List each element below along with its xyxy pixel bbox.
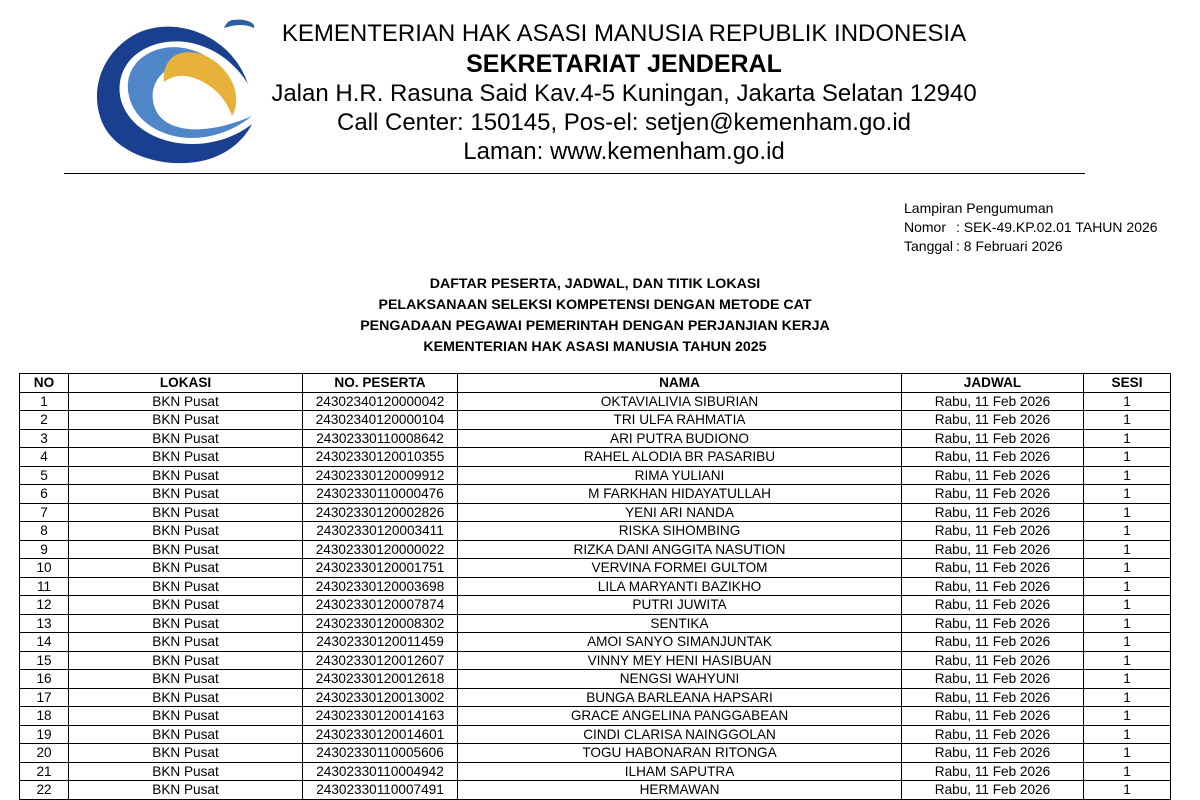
table-header-row <box>20 374 1171 393</box>
document-title <box>0 274 1190 358</box>
ministry-logo <box>82 14 260 164</box>
cell-no: 8 <box>20 522 69 541</box>
cell-nama: TOGU HABONARAN RITONGA <box>458 744 902 763</box>
cell-sesi: 1 <box>1084 725 1171 744</box>
cell-jadwal: Rabu, 11 Feb 2026 <box>902 503 1084 522</box>
cell-lokasi: BKN Pusat <box>69 707 303 726</box>
cell-jadwal: Rabu, 11 Feb 2026 <box>902 670 1084 689</box>
cell-no-peserta: 24302330120010355 <box>303 448 458 467</box>
cell-nama: ARI PUTRA BUDIONO <box>458 429 902 448</box>
cell-no: 17 <box>20 688 69 707</box>
cell-sesi: 1 <box>1084 429 1171 448</box>
cell-no-peserta: 24302340120000104 <box>303 411 458 430</box>
cell-nama: CINDI CLARISA NAINGGOLAN <box>458 725 902 744</box>
cell-no-peserta: 24302330120000022 <box>303 540 458 559</box>
cell-lokasi: BKN Pusat <box>69 762 303 781</box>
cell-lokasi: BKN Pusat <box>69 448 303 467</box>
letterhead-divider <box>64 173 1085 174</box>
cell-sesi: 1 <box>1084 707 1171 726</box>
website: Laman: www.kemenham.go.id <box>463 138 785 165</box>
cell-sesi: 1 <box>1084 688 1171 707</box>
table-row <box>20 522 1171 541</box>
date-value: : 8 Februari 2026 <box>956 238 1063 254</box>
cell-nama: BUNGA BARLEANA HAPSARI <box>458 688 902 707</box>
table-row <box>20 392 1171 411</box>
table-row <box>20 503 1171 522</box>
table-row <box>20 633 1171 652</box>
cell-jadwal: Rabu, 11 Feb 2026 <box>902 466 1084 485</box>
cell-lokasi: BKN Pusat <box>69 485 303 504</box>
table-row <box>20 670 1171 689</box>
cell-lokasi: BKN Pusat <box>69 688 303 707</box>
date-label: Tanggal <box>904 238 954 254</box>
table-body <box>20 392 1171 799</box>
cell-no: 11 <box>20 577 69 596</box>
secretariat-name: SEKRETARIAT JENDERAL <box>466 50 782 78</box>
cell-sesi: 1 <box>1084 596 1171 615</box>
table-row <box>20 651 1171 670</box>
cell-jadwal: Rabu, 11 Feb 2026 <box>902 485 1084 504</box>
cell-no: 15 <box>20 651 69 670</box>
title-line: KEMENTERIAN HAK ASASI MANUSIA TAHUN 2025 <box>423 339 767 355</box>
ministry-logo-icon <box>82 14 260 164</box>
cell-jadwal: Rabu, 11 Feb 2026 <box>902 688 1084 707</box>
cell-sesi: 1 <box>1084 540 1171 559</box>
cell-sesi: 1 <box>1084 633 1171 652</box>
cell-no: 4 <box>20 448 69 467</box>
cell-no: 9 <box>20 540 69 559</box>
cell-lokasi: BKN Pusat <box>69 596 303 615</box>
cell-sesi: 1 <box>1084 448 1171 467</box>
cell-nama: ILHAM SAPUTRA <box>458 762 902 781</box>
cell-lokasi: BKN Pusat <box>69 614 303 633</box>
cell-sesi: 1 <box>1084 744 1171 763</box>
cell-lokasi: BKN Pusat <box>69 670 303 689</box>
cell-lokasi: BKN Pusat <box>69 651 303 670</box>
cell-jadwal: Rabu, 11 Feb 2026 <box>902 781 1084 800</box>
cell-nama: RISKA SIHOMBING <box>458 522 902 541</box>
column-header-sesi: SESI <box>1084 374 1171 393</box>
cell-lokasi: BKN Pusat <box>69 522 303 541</box>
contact-info: Call Center: 150145, Pos-el: setjen@kemenham.go.id <box>336 109 911 136</box>
cell-nama: OKTAVIALIVIA SIBURIAN <box>458 392 902 411</box>
column-header-jadwal: JADWAL <box>902 374 1084 393</box>
cell-lokasi: BKN Pusat <box>69 392 303 411</box>
cell-jadwal: Rabu, 11 Feb 2026 <box>902 725 1084 744</box>
cell-no-peserta: 24302330120003698 <box>303 577 458 596</box>
cell-no-peserta: 24302330120011459 <box>303 633 458 652</box>
cell-nama: PUTRI JUWITA <box>458 596 902 615</box>
cell-no-peserta: 24302330120008302 <box>303 614 458 633</box>
cell-no-peserta: 24302330120014601 <box>303 725 458 744</box>
cell-jadwal: Rabu, 11 Feb 2026 <box>902 540 1084 559</box>
cell-nama: VINNY MEY HENI HASIBUAN <box>458 651 902 670</box>
table-row <box>20 448 1171 467</box>
cell-nama: RAHEL ALODIA BR PASARIBU <box>458 448 902 467</box>
cell-nama: VERVINA FORMEI GULTOM <box>458 559 902 578</box>
cell-no-peserta: 24302330110008642 <box>303 429 458 448</box>
table-row <box>20 577 1171 596</box>
table-row <box>20 614 1171 633</box>
cell-nama: RIZKA DANI ANGGITA NASUTION <box>458 540 902 559</box>
table-row <box>20 411 1171 430</box>
table-row <box>20 596 1171 615</box>
cell-lokasi: BKN Pusat <box>69 725 303 744</box>
cell-jadwal: Rabu, 11 Feb 2026 <box>902 392 1084 411</box>
table-row <box>20 540 1171 559</box>
cell-sesi: 1 <box>1084 559 1171 578</box>
cell-lokasi: BKN Pusat <box>69 559 303 578</box>
cell-nama: YENI ARI NANDA <box>458 503 902 522</box>
table-row <box>20 762 1171 781</box>
cell-jadwal: Rabu, 11 Feb 2026 <box>902 429 1084 448</box>
cell-jadwal: Rabu, 11 Feb 2026 <box>902 633 1084 652</box>
cell-sesi: 1 <box>1084 651 1171 670</box>
title-line: PELAKSANAAN SELEKSI KOMPETENSI DENGAN METODE CAT <box>378 297 812 313</box>
cell-sesi: 1 <box>1084 577 1171 596</box>
cell-no-peserta: 24302330120007874 <box>303 596 458 615</box>
cell-no: 22 <box>20 781 69 800</box>
address: Jalan H.R. Rasuna Said Kav.4-5 Kuningan, Jakarta Selatan 12940 <box>271 80 977 107</box>
cell-lokasi: BKN Pusat <box>69 577 303 596</box>
cell-jadwal: Rabu, 11 Feb 2026 <box>902 614 1084 633</box>
attachment-date <box>904 237 1158 256</box>
cell-sesi: 1 <box>1084 670 1171 689</box>
cell-no-peserta: 24302330110007491 <box>303 781 458 800</box>
cell-no-peserta: 24302330110000476 <box>303 485 458 504</box>
number-label: Nomor <box>904 219 947 235</box>
cell-no: 2 <box>20 411 69 430</box>
cell-no-peserta: 24302330120009912 <box>303 466 458 485</box>
cell-no-peserta: 24302330110004942 <box>303 762 458 781</box>
cell-no: 6 <box>20 485 69 504</box>
title-line: DAFTAR PESERTA, JADWAL, DAN TITIK LOKASI <box>429 276 761 292</box>
cell-lokasi: BKN Pusat <box>69 466 303 485</box>
cell-no: 10 <box>20 559 69 578</box>
cell-lokasi: BKN Pusat <box>69 540 303 559</box>
cell-jadwal: Rabu, 11 Feb 2026 <box>902 596 1084 615</box>
cell-lokasi: BKN Pusat <box>69 429 303 448</box>
number-value: : SEK-49.KP.02.01 TAHUN 2026 <box>956 219 1158 235</box>
cell-lokasi: BKN Pusat <box>69 781 303 800</box>
letterhead <box>258 18 990 166</box>
cell-jadwal: Rabu, 11 Feb 2026 <box>902 744 1084 763</box>
cell-no-peserta: 24302330120013002 <box>303 688 458 707</box>
cell-sesi: 1 <box>1084 485 1171 504</box>
table-row <box>20 744 1171 763</box>
cell-no: 20 <box>20 744 69 763</box>
column-header-nama: NAMA <box>458 374 902 393</box>
organization-name: KEMENTERIAN HAK ASASI MANUSIA REPUBLIK INDONESIA <box>281 20 967 47</box>
cell-sesi: 1 <box>1084 466 1171 485</box>
attachment-title: Lampiran Pengumuman <box>904 200 1054 216</box>
participant-table <box>19 373 1171 800</box>
cell-jadwal: Rabu, 11 Feb 2026 <box>902 577 1084 596</box>
attachment-info <box>904 199 1158 256</box>
cell-nama: LILA MARYANTI BAZIKHO <box>458 577 902 596</box>
column-header-no: NO <box>20 374 69 393</box>
column-header-lokasi: LOKASI <box>69 374 303 393</box>
cell-jadwal: Rabu, 11 Feb 2026 <box>902 522 1084 541</box>
cell-nama: NENGSI WAHYUNI <box>458 670 902 689</box>
cell-jadwal: Rabu, 11 Feb 2026 <box>902 651 1084 670</box>
cell-lokasi: BKN Pusat <box>69 744 303 763</box>
cell-jadwal: Rabu, 11 Feb 2026 <box>902 559 1084 578</box>
table-row <box>20 707 1171 726</box>
table-row <box>20 429 1171 448</box>
title-line: PENGADAAN PEGAWAI PEMERINTAH DENGAN PERJANJIAN KERJA <box>360 318 830 334</box>
cell-nama: AMOI SANYO SIMANJUNTAK <box>458 633 902 652</box>
cell-no: 3 <box>20 429 69 448</box>
cell-jadwal: Rabu, 11 Feb 2026 <box>902 707 1084 726</box>
cell-jadwal: Rabu, 11 Feb 2026 <box>902 448 1084 467</box>
table-row <box>20 781 1171 800</box>
cell-no-peserta: 24302330110005606 <box>303 744 458 763</box>
cell-no: 13 <box>20 614 69 633</box>
table-row <box>20 688 1171 707</box>
cell-no: 5 <box>20 466 69 485</box>
cell-no: 12 <box>20 596 69 615</box>
cell-nama: TRI ULFA RAHMATIA <box>458 411 902 430</box>
cell-no-peserta: 24302330120012607 <box>303 651 458 670</box>
cell-no: 7 <box>20 503 69 522</box>
cell-no: 21 <box>20 762 69 781</box>
cell-nama: SENTIKA <box>458 614 902 633</box>
cell-no-peserta: 24302340120000042 <box>303 392 458 411</box>
cell-sesi: 1 <box>1084 762 1171 781</box>
table-row <box>20 725 1171 744</box>
cell-no: 18 <box>20 707 69 726</box>
cell-nama: HERMAWAN <box>458 781 902 800</box>
cell-nama: M FARKHAN HIDAYATULLAH <box>458 485 902 504</box>
cell-no-peserta: 24302330120002826 <box>303 503 458 522</box>
cell-no-peserta: 24302330120012618 <box>303 670 458 689</box>
cell-jadwal: Rabu, 11 Feb 2026 <box>902 411 1084 430</box>
cell-no-peserta: 24302330120003411 <box>303 522 458 541</box>
cell-no: 16 <box>20 670 69 689</box>
cell-jadwal: Rabu, 11 Feb 2026 <box>902 762 1084 781</box>
cell-nama: GRACE ANGELINA PANGGABEAN <box>458 707 902 726</box>
cell-lokasi: BKN Pusat <box>69 503 303 522</box>
table-row <box>20 559 1171 578</box>
cell-no: 19 <box>20 725 69 744</box>
cell-sesi: 1 <box>1084 781 1171 800</box>
cell-no-peserta: 24302330120014163 <box>303 707 458 726</box>
cell-sesi: 1 <box>1084 411 1171 430</box>
cell-no: 1 <box>20 392 69 411</box>
cell-no-peserta: 24302330120001751 <box>303 559 458 578</box>
column-header-no-peserta: NO. PESERTA <box>303 374 458 393</box>
table-row <box>20 485 1171 504</box>
cell-nama: RIMA YULIANI <box>458 466 902 485</box>
attachment-number <box>904 218 1158 237</box>
cell-lokasi: BKN Pusat <box>69 411 303 430</box>
cell-sesi: 1 <box>1084 522 1171 541</box>
cell-no: 14 <box>20 633 69 652</box>
cell-sesi: 1 <box>1084 392 1171 411</box>
cell-lokasi: BKN Pusat <box>69 633 303 652</box>
cell-sesi: 1 <box>1084 614 1171 633</box>
cell-sesi: 1 <box>1084 503 1171 522</box>
table-row <box>20 466 1171 485</box>
